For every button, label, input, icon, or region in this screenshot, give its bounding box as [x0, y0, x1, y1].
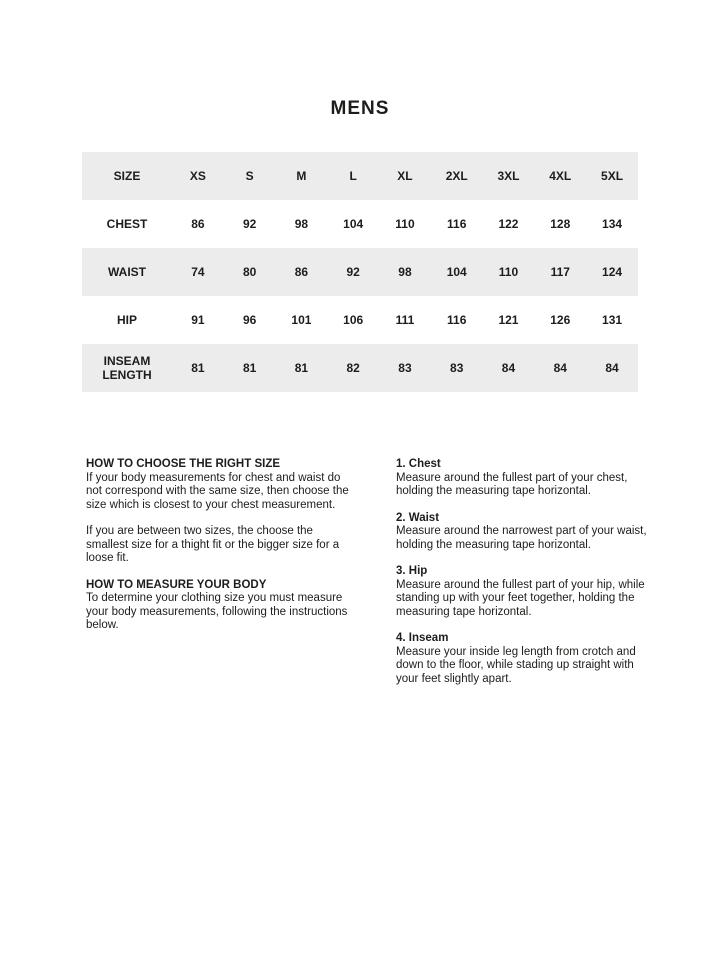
size-value-cell: 84	[553, 360, 567, 375]
size-value-cell: 104	[446, 264, 467, 279]
size-table-row	[82, 248, 638, 296]
size-value-cell: 92	[346, 264, 360, 279]
how-to-choose-column	[86, 458, 358, 699]
section-paragraph: Measure around the fullest part of your hip, while standing up with your feet together, holding the measuring tape horizontal.	[396, 578, 645, 618]
size-value-cell: 122	[498, 216, 519, 231]
size-value-cell: 116	[447, 216, 467, 231]
section-heading: 4. Inseam	[396, 632, 449, 644]
size-value-cell: 101	[291, 312, 312, 327]
page-title: MENS	[330, 98, 390, 119]
size-table-corner-cell: SIZE	[113, 168, 141, 183]
size-value-cell: 106	[343, 312, 364, 327]
size-value-cell: 81	[294, 360, 309, 375]
size-header-cell: S	[245, 168, 254, 183]
size-value-cell: 128	[550, 216, 571, 231]
size-value-cell: 84	[501, 360, 516, 375]
section-paragraph: If your body measurements for chest and waist do not correspond with the same size, then choose the size which is closest to your chest measurement.	[86, 471, 349, 511]
size-table-row	[82, 296, 638, 344]
size-header-cell: 4XL	[549, 168, 572, 183]
size-table-row	[82, 344, 638, 392]
info-columns	[0, 458, 720, 699]
section-heading: HOW TO MEASURE YOUR BODY	[86, 578, 267, 591]
section-heading: 2. Waist	[396, 511, 440, 524]
size-table-header-row	[82, 152, 638, 200]
size-value-cell: 83	[398, 360, 412, 375]
size-header-cell: 2XL	[445, 168, 468, 183]
size-header-cell: 3XL	[497, 168, 520, 183]
size-header-cell: M	[296, 168, 307, 183]
size-table	[82, 152, 638, 392]
size-value-cell: 131	[602, 312, 623, 327]
size-value-cell: 134	[602, 216, 623, 231]
size-value-cell: 98	[294, 216, 309, 231]
info-section	[396, 565, 652, 619]
size-table-row	[82, 200, 638, 248]
section-paragraph: If you are between two sizes, the choose the smallest size for a thight fit or the bigger size for a loose fit.	[86, 525, 340, 564]
info-section	[396, 512, 652, 553]
size-value-cell: 80	[242, 264, 257, 279]
size-header-cell: XL	[397, 168, 413, 183]
size-value-cell: 121	[498, 312, 519, 327]
size-value-cell: 111	[395, 312, 415, 327]
size-value-cell: 86	[294, 264, 309, 279]
row-label: INSEAM LENGTH	[102, 353, 152, 382]
size-value-cell: 116	[447, 312, 467, 327]
measurement-instructions-column	[396, 458, 652, 699]
section-paragraph: Measure around the fullest part of your chest, holding the measuring tape horizontal.	[396, 471, 628, 497]
info-section	[86, 579, 358, 633]
size-value-cell: 81	[191, 360, 205, 375]
section-heading: 1. Chest	[396, 458, 441, 470]
info-section	[396, 632, 652, 686]
info-section	[396, 458, 652, 499]
size-value-cell: 92	[242, 216, 257, 231]
size-value-cell: 117	[550, 264, 570, 279]
size-value-cell: 86	[191, 216, 205, 231]
section-paragraph: Measure around the narrowest part of your waist, holding the measuring tape horizontal.	[396, 525, 647, 551]
row-label: WAIST	[108, 264, 146, 279]
row-label: HIP	[116, 312, 137, 327]
section-paragraph: To determine your clothing size you must measure your body measurements, following the instructions below.	[86, 592, 348, 631]
size-value-cell: 91	[191, 312, 205, 327]
size-value-cell: 126	[550, 312, 571, 327]
row-label: CHEST	[106, 216, 148, 231]
size-value-cell: 96	[242, 312, 257, 327]
size-value-cell: 82	[346, 360, 360, 375]
size-value-cell: 104	[343, 216, 364, 231]
size-header-cell: 5XL	[601, 168, 624, 183]
size-value-cell: 74	[191, 264, 205, 279]
size-value-cell: 83	[450, 360, 464, 375]
section-heading: HOW TO CHOOSE THE RIGHT SIZE	[86, 458, 281, 470]
size-value-cell: 98	[398, 264, 412, 279]
size-value-cell: 81	[242, 360, 257, 375]
size-value-cell: 110	[498, 264, 519, 279]
section-paragraph: Measure your inside leg length from crotch and down to the floor, while stading up straight with your feet slightly apart.	[396, 645, 636, 685]
size-header-cell: L	[349, 168, 357, 183]
size-value-cell: 84	[605, 360, 619, 375]
info-section	[86, 458, 358, 566]
size-value-cell: 124	[602, 264, 623, 279]
section-heading: 3. Hip	[396, 565, 428, 577]
size-header-cell: XS	[189, 168, 206, 183]
size-value-cell: 110	[395, 216, 415, 231]
